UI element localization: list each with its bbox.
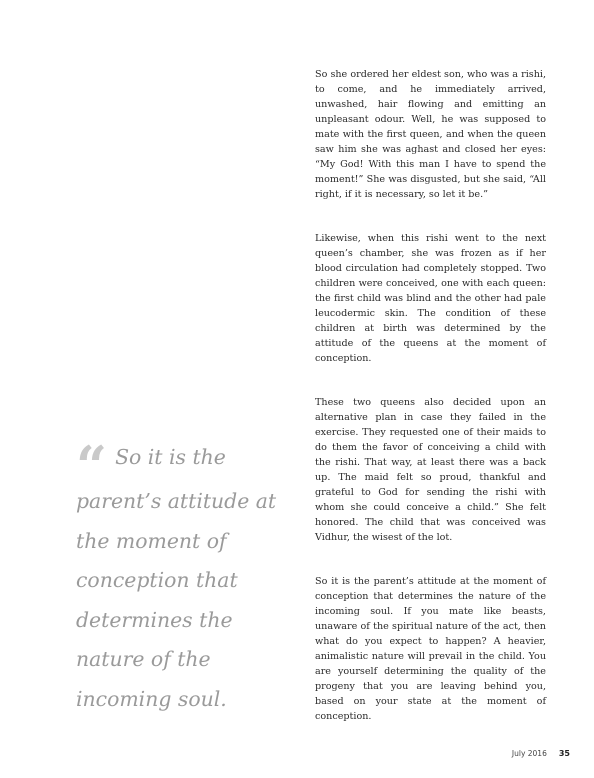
article-paragraph: So it is the parent’s attitude at the moment of conception that determines the nature of the incoming soul. If you mate like beasts, unaware of the spiritual nature of the act, then what do you expect to happen? A heavier, animalistic nature will prevail in the child. You are yourself determining the quality of the progeny that you are leaving behind you, based on your state at the moment of conception. — [315, 576, 546, 722]
page-footer — [512, 749, 570, 758]
quote-mark-icon: “ — [76, 442, 108, 482]
article-paragraph: So she ordered her eldest son, who was a rishi, to come, and he immediately arrived, unwashed, hair flowing and emitting an unpleasant odour. Well, he was supposed to mate with the first queen, and when the queen saw him she was aghast and closed her eyes: “My God! With this man I have to spend the moment!” She was disgusted, but she said, “All right, if it is necessary, so let it be.” — [315, 69, 546, 200]
article-body — [315, 67, 546, 724]
pull-quote-text: So it is the parent’s attitude at the moment of conception that determines the nature of the incoming soul. — [76, 445, 277, 711]
issue-date: July 2016 — [511, 749, 547, 758]
pull-quote — [76, 438, 296, 719]
article-paragraph: These two queens also decided upon an alternative plan in case they failed in the exercise. They requested one of their maids to do them the favor of conceiving a child with the rishi. That way, at least there was a back up. The maid felt so proud, thankful and grateful to God for sending the rishi with whom she could conceive a child.” She felt honored. The child that was conceived was Vidhur, the wisest of the lot. — [315, 397, 546, 543]
page-number: 35 — [558, 749, 570, 758]
article-paragraph: Likewise, when this rishi went to the next queen’s chamber, she was frozen as if her blood circulation had completely stopped. Two children were conceived, one with each queen: the first child was blind and the other had pale leucodermic skin. The condition of these children at birth was determined by the attitude of the queens at the moment of conception. — [315, 233, 546, 364]
